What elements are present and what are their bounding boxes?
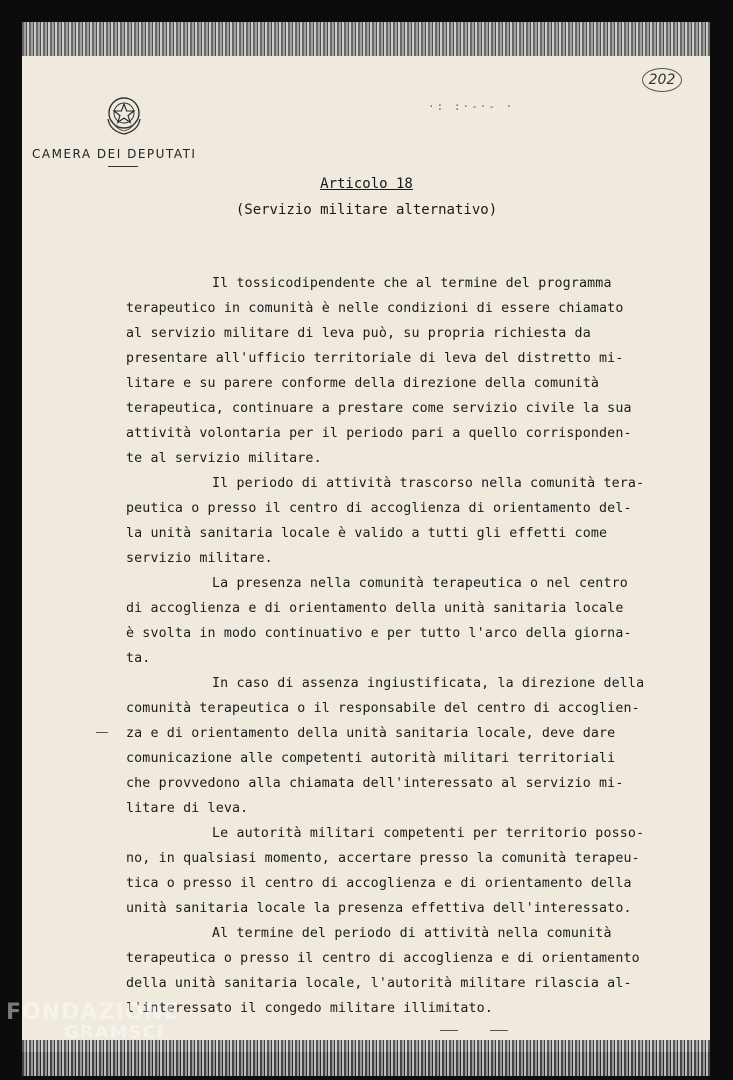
body-line: che provvedono alla chiamata dell'interessato al servizio mi- <box>126 776 624 791</box>
body-line: Il periodo di attività trascorso nella comunità tera- <box>212 476 645 491</box>
body-line: unità sanitaria locale la presenza effettiva dell'interessato. <box>126 901 632 916</box>
margin-mark <box>96 732 108 733</box>
body-line: terapeutica o presso il centro di accoglienza e di orientamento <box>126 951 640 966</box>
italian-republic-emblem-icon <box>104 93 144 137</box>
body-line: Il tossicodipendente che al termine del programma <box>212 276 612 291</box>
page-number: 202 <box>642 68 682 92</box>
body-line: servizio militare. <box>126 551 273 566</box>
body-line: peutica o presso il centro di accoglienza di orientamento del- <box>126 501 632 516</box>
footer-dash <box>440 1030 458 1031</box>
watermark-logo <box>6 1000 180 1043</box>
body-line: In caso di assenza ingiustificata, la direzione della <box>212 676 645 691</box>
body-line: comunicazione alle competenti autorità militari territoriali <box>126 751 616 766</box>
body-line: za e di orientamento della unità sanitaria locale, deve dare <box>126 726 616 741</box>
watermark-line-2: GRAMSCI <box>64 1022 165 1043</box>
body-line: Le autorità militari competenti per territorio posso- <box>212 826 645 841</box>
institution-underline <box>108 166 138 167</box>
body-line: attività volontaria per il periodo pari a quello corrisponden- <box>126 426 632 441</box>
body-line: è svolta in modo continuativo e per tutto l'arco della giorna- <box>126 626 632 641</box>
body-line: della unità sanitaria locale, l'autorità militare rilascia al- <box>126 976 632 991</box>
body-line: no, in qualsiasi momento, accertare presso la comunità terapeu- <box>126 851 640 866</box>
body-line: terapeutico in comunità è nelle condizioni di essere chiamato <box>126 301 624 316</box>
institution-name: CAMERA DEI DEPUTATI <box>32 147 197 161</box>
body-line: ta. <box>126 651 151 666</box>
body-line: la unità sanitaria locale è valido a tutti gli effetti come <box>126 526 608 541</box>
body-line: La presenza nella comunità terapeutica o nel centro <box>212 576 628 591</box>
article-title: Articolo 18 <box>320 176 413 192</box>
body-line: al servizio militare di leva può, su propria richiesta da <box>126 326 591 341</box>
scan-edge-top <box>22 22 710 56</box>
scan-edge-bottom <box>22 1040 710 1076</box>
article-subtitle: (Servizio militare alternativo) <box>235 202 498 218</box>
footer-dash <box>490 1030 508 1031</box>
stamp-marks: ·: :·-·- · <box>428 100 515 113</box>
body-line: te al servizio militare. <box>126 451 322 466</box>
body-line: tica o presso il centro di accoglienza e di orientamento della <box>126 876 632 891</box>
body-line: terapeutica, continuare a prestare come servizio civile la sua <box>126 401 632 416</box>
body-line: l'interessato il congedo militare illimitato. <box>126 1001 493 1016</box>
body-line: comunità terapeutica o il responsabile del centro di accoglien- <box>126 701 640 716</box>
body-line: Al termine del periodo di attività nella comunità <box>212 926 612 941</box>
body-line: litare e su parere conforme della direzione della comunità <box>126 376 600 391</box>
watermark-line-1: FONDAZIONE <box>6 1000 180 1025</box>
body-line: di accoglienza e di orientamento della unità sanitaria locale <box>126 601 624 616</box>
body-line: litare di leva. <box>126 801 249 816</box>
body-line: presentare all'ufficio territoriale di leva del distretto mi- <box>126 351 624 366</box>
